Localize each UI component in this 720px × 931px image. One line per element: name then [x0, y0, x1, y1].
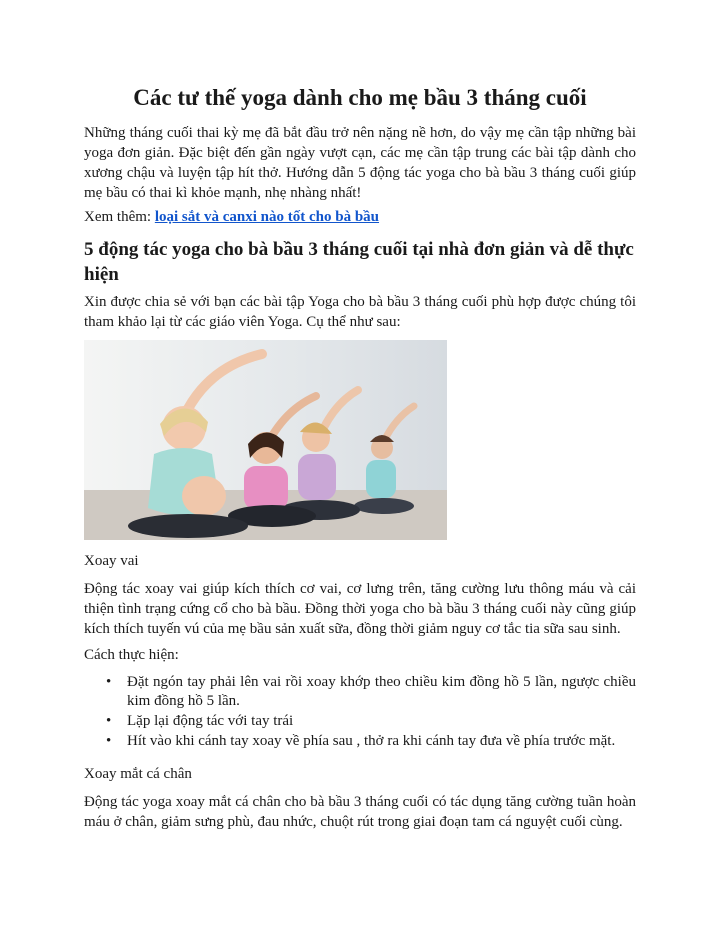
list-item — [84, 712, 636, 731]
see-also-prefix: Xem thêm: — [84, 209, 155, 225]
share-paragraph: Xin được chia sẻ với bạn các bài tập Yoga cho bà bầu 3 tháng cuối phù hợp được chúng tôi tham khảo lại từ các giáo viên Yoga. Cụ thể như sau: — [84, 294, 636, 330]
exercise-1-name: Xoay vai — [84, 553, 139, 569]
intro-paragraph: Những tháng cuối thai kỳ mẹ đã bắt đầu trở nên nặng nề hơn, do vậy mẹ cần tập những bài yoga đơn giản. Đặc biệt đến gần ngày vượt cạn, các mẹ cần tập trung các bài tập dành cho xương chậu và luyện tập hít thở. Hướng dẫn 5 động tác yoga cho bà bầu 3 tháng cuối giúp mẹ bầu có thai kì khỏe mạnh, nhẹ nhàng nhất! — [84, 125, 636, 201]
exercise-1-steps — [84, 673, 636, 752]
yoga-photo-illustration — [84, 340, 447, 540]
yoga-class-photo — [84, 340, 447, 540]
exercise-2-name: Xoay mắt cá chân — [84, 766, 192, 782]
bullet-icon: • — [106, 674, 112, 690]
exercise-1-description: Động tác xoay vai giúp kích thích cơ vai, cơ lưng trên, tăng cường lưu thông máu và cải thiện tình trạng cứng cổ cho bà bầu. Đồng thời yoga cho bà bầu 3 tháng cuối này cũng giúp kích thích tuyến vú của mẹ bầu sản xuất sữa, đồng thời giảm nguy cơ tắc tia sữa sau sinh. — [84, 581, 636, 637]
page-title: Các tư thế yoga dành cho mẹ bầu 3 tháng cuối — [133, 85, 587, 110]
exercise-2-description: Động tác yoga xoay mắt cá chân cho bà bầu 3 tháng cuối có tác dụng tăng cường tuần hoàn máu ở chân, giảm sưng phù, đau nhức, chuột rút trong giai đoạn tam cá nguyệt cuối cùng. — [84, 794, 636, 830]
see-also-line — [84, 207, 636, 227]
step-text: Lặp lại động tác với tay trái — [127, 713, 294, 729]
list-item — [84, 673, 636, 711]
see-also-link[interactable]: loại sắt và canxi nào tốt cho bà bầu — [154, 209, 380, 225]
step-text: Hít vào khi cánh tay xoay về phía sau , thở ra khi cánh tay đưa về phía trước mặt. — [127, 733, 616, 749]
list-item — [84, 732, 636, 751]
bullet-icon: • — [106, 733, 112, 749]
section-heading: 5 động tác yoga cho bà bầu 3 tháng cuối tại nhà đơn giản và dễ thực hiện — [84, 239, 634, 285]
step-text: Đặt ngón tay phải lên vai rồi xoay khớp theo chiều kim đồng hồ 5 lần, ngược chiều kim đồng hồ 5 lần. — [127, 674, 636, 709]
bullet-icon: • — [106, 713, 112, 729]
howto-label: Cách thực hiện: — [84, 647, 179, 663]
